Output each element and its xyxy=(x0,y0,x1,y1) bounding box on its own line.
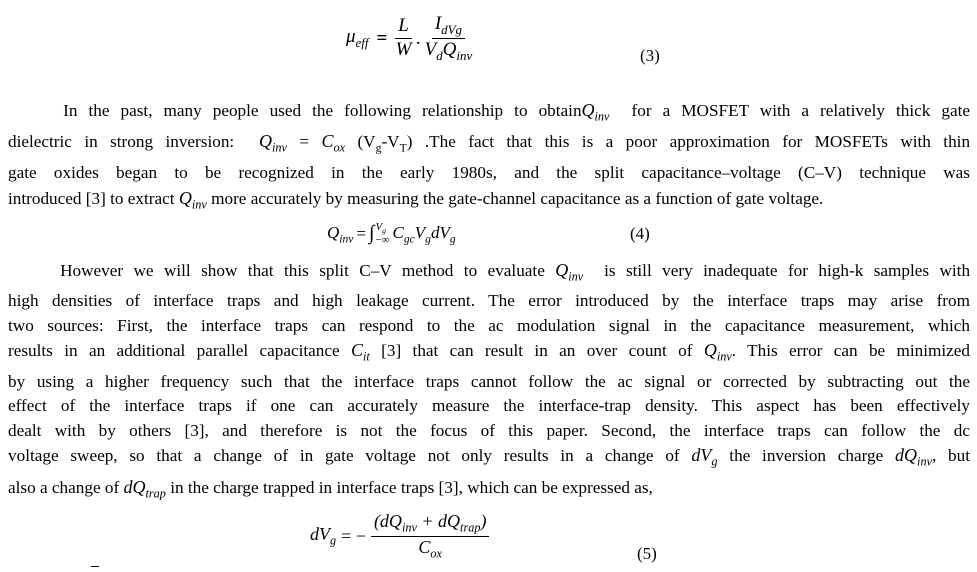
equation-3: $\mu_{eff}$ = $\frac{L}{W}$ . $\frac{I_{dVg}}{V_dQ_{inv}}$ xyxy=(346,13,473,63)
p2-line-7: dealt with by others [3], and therefore is not the focus of this paper. Second, the interface traps can follow the dc xyxy=(8,420,970,440)
paragraph-2 xyxy=(8,258,970,506)
p2-line-5: by using a higher frequency such that the interface traps cannot follow the ac signal or corrected by subtracting out the xyxy=(8,371,970,391)
eq3-number: (3) xyxy=(640,46,660,65)
eq4-lhs: $Q_{inv}$ xyxy=(327,222,354,246)
p2-line-4: results in an additional parallel capacitance $C_{it}$ [3] that can result in an over count of $Q_{inv}$. This error can be minimized xyxy=(8,340,971,364)
p2-line-6: effect of the interface traps if one can accurately measure the interface-trap density. This aspect has been effectively xyxy=(8,396,970,416)
eq3-lhs: $\mu_{eff}$ xyxy=(346,26,369,50)
page-mark xyxy=(91,566,99,567)
eq3-fraction-2: $\frac{I_{dVg}}{V_dQ_{inv}}$ xyxy=(424,13,473,63)
p1-line-4: introduced [3] to extract $Q_{inv}$ more accurately by measuring the gate-channel capacitance as a function of gate voltage. xyxy=(8,187,824,212)
eq5-fraction: $\frac{(dQ_{inv} + dQ_{trap})}{C_{ox}}$ xyxy=(371,512,490,561)
eq5-lhs: $dV_g$ xyxy=(310,524,337,548)
eq3-fraction-1: $\frac{L}{W}$ xyxy=(395,15,412,60)
eq4-number: (4) xyxy=(630,224,650,243)
p2-line-2: high densities of interface traps and high leakage current. The error introduced by the interface traps may arise from xyxy=(8,291,970,311)
p1-line-1: In the past, many people used the following relationship to obtainQ$_{inv}$ for a MOSFET with a relatively thick gate xyxy=(63,100,970,124)
equation-5: $dV_g$ = − $\frac{(dQ_{inv} + dQ_{trap})}{C_{ox}}$ xyxy=(310,512,489,561)
p2-line-8: voltage sweep, so that a change of in gate voltage not only results in a change of $dV_g$ the inversion charge $dQ_{inv}$, but xyxy=(8,445,971,469)
eq3-equals: = xyxy=(376,27,388,49)
p1-line-2: dielectric in strong inversion: $Q_{inv} = C_{ox}$ $(V_g-V_T)$ .The fact that this is a poor approximation for MOSFETs with thin xyxy=(8,131,971,155)
eq5-number: (5) xyxy=(637,544,657,563)
p2-line-1: However we will show that this split C–V method to evaluate $Q_{inv}$ is still very inadequate for high-k samples with xyxy=(60,260,971,284)
equation-4: $Q_{inv}$ = ∫ $V_g$ −∞ $C_{gc}V_gdV_g$ xyxy=(327,221,456,246)
p1-line-3: gate oxides began to be recognized in the early 1980s, and the split capacitance–voltage (C–V) technique was xyxy=(8,163,970,183)
paragraph-1 xyxy=(8,98,970,217)
p2-line-9: also a change of $dQ_{trap}$ in the charge trapped in interface traps [3], which can be expressed as, xyxy=(8,476,653,501)
p2-line-3: two sources: First, the interface traps can respond to the ac modulation signal in the capacitance measurement, which xyxy=(8,315,970,335)
